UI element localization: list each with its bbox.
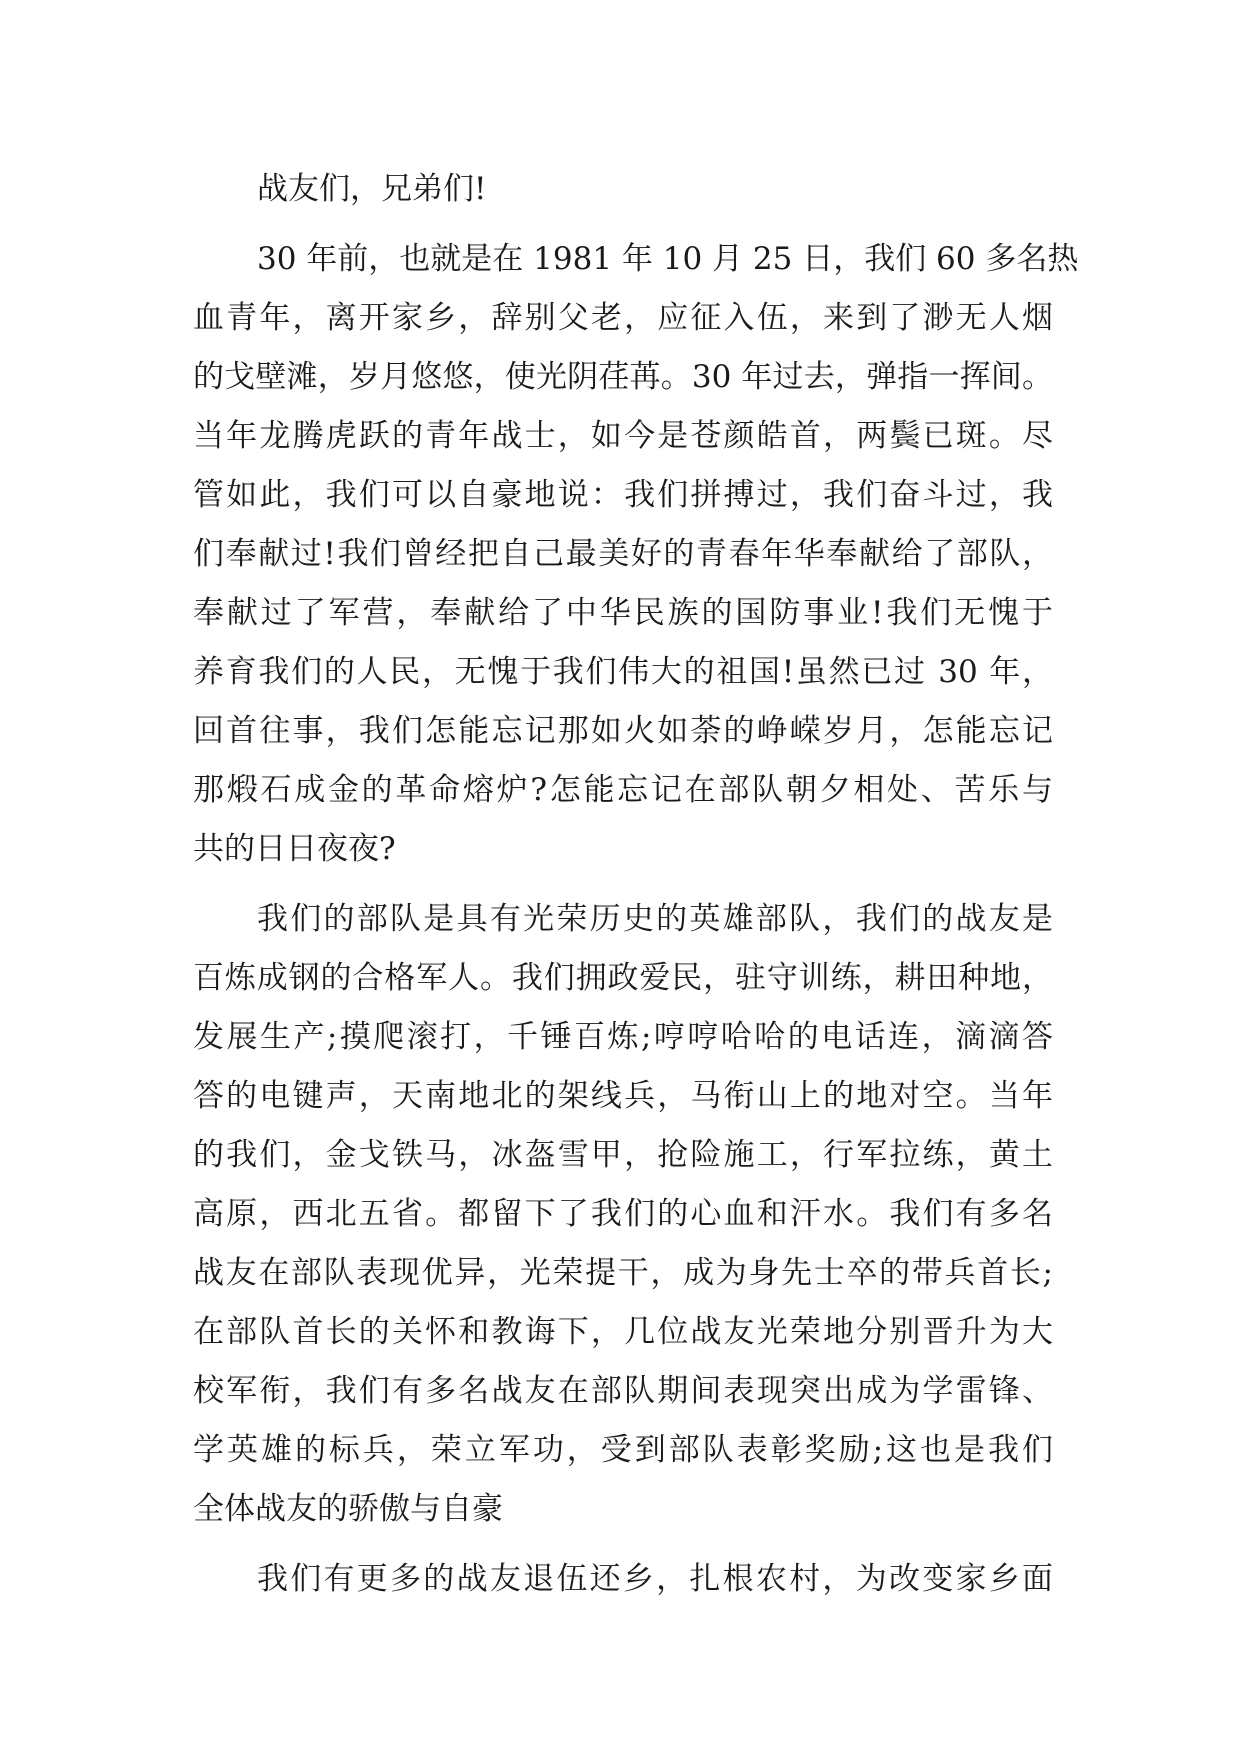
- text-line: 高原，西北五省。都留下了我们的心血和汗水。我们有多名: [193, 1196, 1053, 1232]
- text-line: 发展生产;摸爬滚打，千锤百炼;哼哼哈哈的电话连，滴滴答: [193, 1019, 1053, 1055]
- text-line: 我们有更多的战友退伍还乡，扎根农村，为改变家乡面: [257, 1561, 1053, 1597]
- text-line: 我们的部队是具有光荣历史的英雄部队，我们的战友是: [257, 901, 1053, 937]
- text-line: 共的日日夜夜?: [193, 831, 396, 867]
- text-line: 战友们，兄弟们!: [257, 171, 487, 207]
- paragraph: [193, 1550, 1053, 1609]
- text-line: 奉献过了军营，奉献给了中华民族的国防事业!我们无愧于: [193, 595, 1053, 631]
- text-line: 们奉献过!我们曾经把自己最美好的青春年华奉献给了部队，: [193, 536, 1053, 572]
- text-line: 百炼成钢的合格军人。我们拥政爱民，驻守训练，耕田种地，: [193, 960, 1053, 996]
- text-line: 全体战友的骄傲与自豪: [193, 1491, 503, 1527]
- document-body: [193, 160, 1079, 1609]
- text-line: 那煅石成金的革命熔炉?怎能忘记在部队朝夕相处、苦乐与: [193, 772, 1053, 808]
- text-line: 管如此，我们可以自豪地说：我们拼搏过，我们奋斗过，我: [193, 477, 1053, 513]
- text-line: 答的电键声，天南地北的架线兵，马衔山上的地对空。当年: [193, 1078, 1053, 1114]
- text-line: 学英雄的标兵，荣立军功，受到部队表彰奖励;这也是我们: [193, 1432, 1053, 1468]
- text-line: 30 年前，也就是在 1981 年 10 月 25 日，我们 60 多名热: [257, 241, 1079, 277]
- text-line: 战友在部队表现优异，光荣提干，成为身先士卒的带兵首长;: [193, 1255, 1053, 1291]
- text-line: 在部队首长的关怀和教诲下，几位战友光荣地分别晋升为大: [193, 1314, 1053, 1350]
- paragraph: [193, 890, 1053, 1539]
- text-line: 回首往事，我们怎能忘记那如火如荼的峥嵘岁月，怎能忘记: [193, 713, 1053, 749]
- text-line: 的戈壁滩，岁月悠悠，使光阴荏苒。30 年过去，弹指一挥间。: [193, 359, 1053, 395]
- text-line: 的我们，金戈铁马，冰盔雪甲，抢险施工，行军拉练，黄土: [193, 1137, 1053, 1173]
- text-line: 校军衔，我们有多名战友在部队期间表现突出成为学雷锋、: [193, 1373, 1053, 1409]
- text-line: 血青年，离开家乡，辞别父老，应征入伍，来到了渺无人烟: [193, 300, 1053, 336]
- text-line: 当年龙腾虎跃的青年战士，如今是苍颜皓首，两鬓已斑。尽: [193, 418, 1053, 454]
- paragraph: [193, 230, 1079, 879]
- text-line: 养育我们的人民，无愧于我们伟大的祖国!虽然已过 30 年，: [193, 654, 1053, 690]
- paragraph: [193, 160, 1053, 219]
